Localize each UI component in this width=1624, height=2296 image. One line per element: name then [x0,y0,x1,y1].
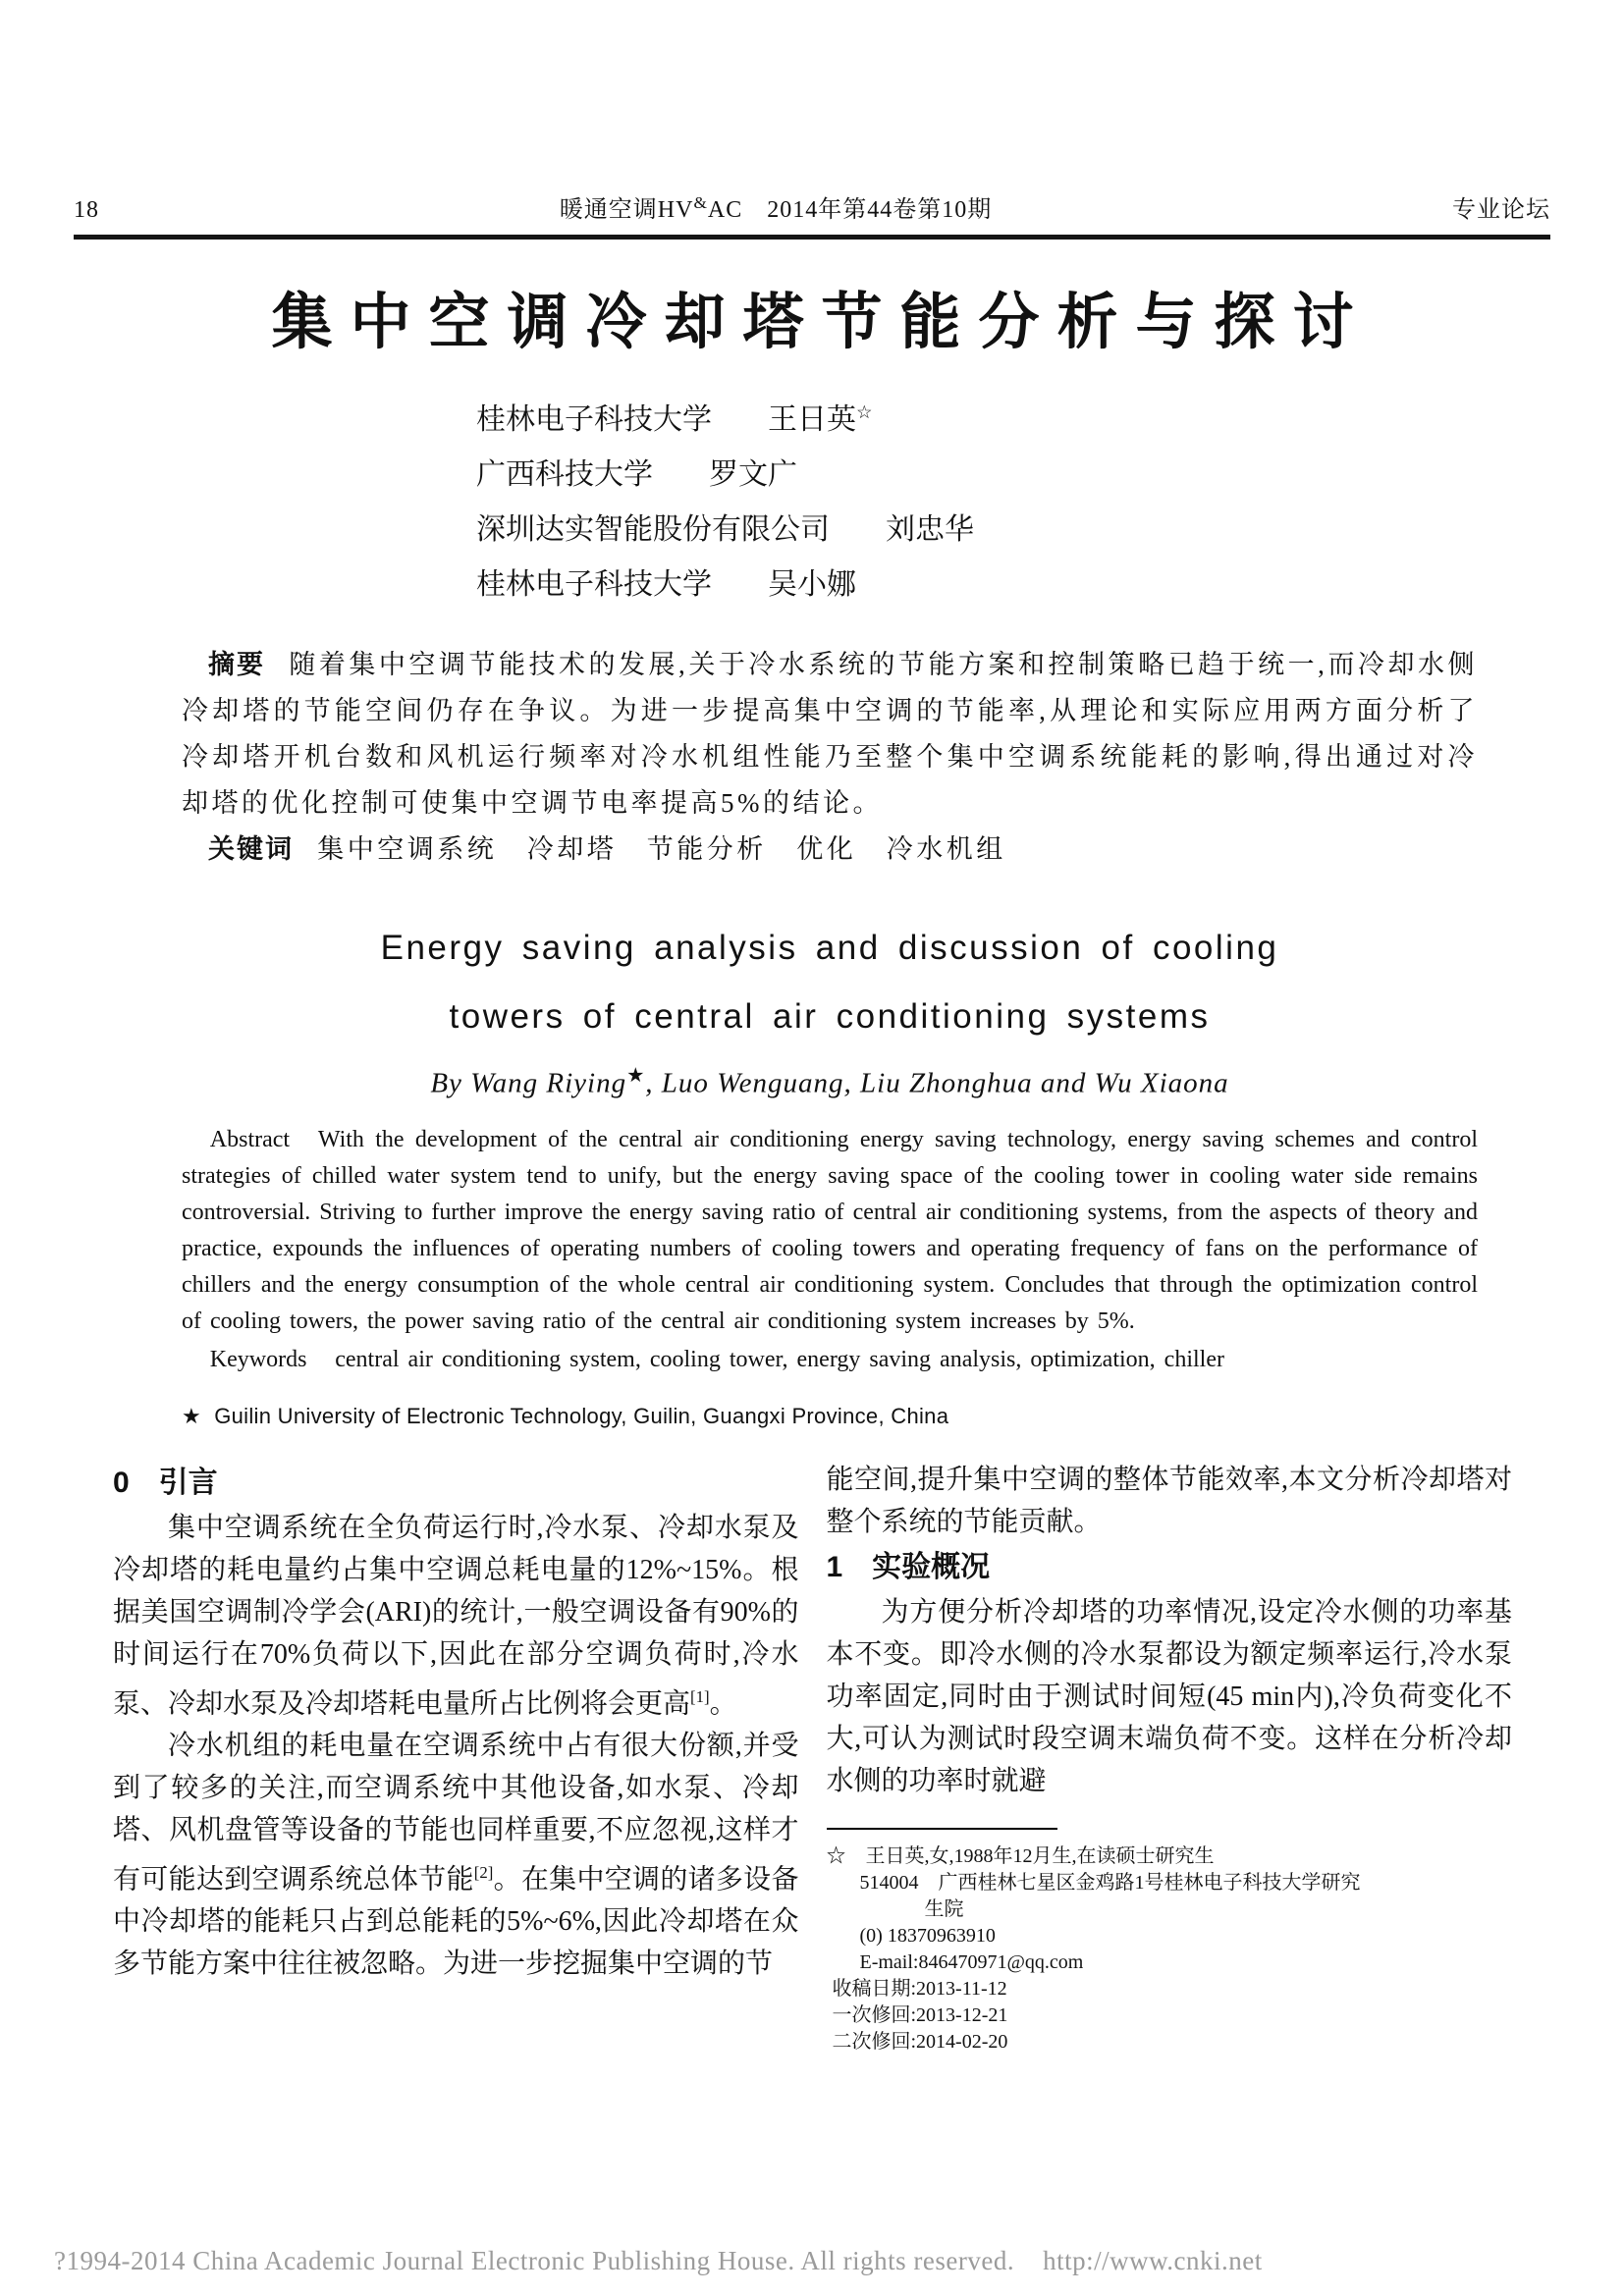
author-affiliation: 桂林电子科技大学 [476,403,712,436]
body-paragraph: 为方便分析冷却塔的功率情况,设定冷水侧的功率基本不变。即冷水侧的冷水泵都设为额定频率运行,冷水泵功率固定,同时由于测试时间短(45 min内),冷负荷变化不大,可认为测试时段空调末端负荷不变。这样在分析冷却水侧的功率时就避 [826,1596,1512,1796]
keywords-zh-label: 关键词 [208,834,294,864]
footnote-line: (0) 18370963910 [859,1924,996,1947]
journal-title-post: AC 2014年第44卷第10期 [707,197,993,223]
byline-star-icon: ★ [626,1065,646,1087]
page-header-area [0,0,1624,240]
article-title-en [182,914,1478,1051]
page-number: 18 [74,197,99,223]
body-paragraph: 集中空调系统在全负荷运行时,冷水泵、冷却水泵及冷却塔的耗电量约占集中空调总耗电量的12%~15%。根据美国空调制冷学会(ARI)的统计,一般空调设备有90%的时间运行在70%负荷以下,因此在部分空调负荷时,冷水泵、冷却水泵及冷却塔耗电量所占比例将会更高[1]。 [113,1512,799,1719]
author-name: 王日英 [768,403,856,436]
section-heading: 0 引言 [113,1466,218,1499]
body-column-left [113,1459,799,2056]
abstract-en-text: With the development of the central air conditioning energy saving technology, energy saving schemes and control strategies of chilled water system tend to unify, but the energy saving space of the cooling tower in cooling water side remains controversial. Striving to further improve the energy saving ratio of central air conditioning systems, from the aspects of theory and practice, expounds the influences of operating numbers of cooling towers and operating frequency of fans on the performance of chillers and the energy consumption of the whole central air conditioning system. Concludes that through the optimization control of cooling towers, the power saving ratio of the central air conditioning system increases by 5%. [182,1126,1478,1334]
keywords-zh-text: 集中空调系统 冷却塔 节能分析 优化 冷水机组 [317,834,1006,864]
title-en-line2: towers of central air conditioning systems [449,997,1211,1036]
header-rule [74,235,1550,240]
footnote-line: 一次修回:2013-12-21 [832,2003,1008,2026]
citation-ref: [1] [690,1686,710,1706]
byline-post: , Luo Wenguang, Liu Zhonghua and Wu Xiaona [645,1067,1229,1099]
column-label: 专业论坛 [1451,197,1550,223]
page-header [74,189,1550,224]
abstract-en [182,1122,1478,1340]
author-row [476,503,1512,558]
article-content [0,273,1624,2056]
author-name: 刘忠华 [886,513,974,546]
footnote-line: 收稿日期:2013-11-12 [832,1977,1007,2000]
keywords-en-text: central air conditioning system, cooling tower, energy saving analysis, optimization, chiller [335,1346,1224,1372]
author-affiliation: 深圳达实智能股份有限公司 [476,513,830,546]
affiliation-star-icon: ★ [182,1403,202,1428]
body-paragraph: 能空间,提升集中空调的整体节能效率,本文分析冷却塔对整个系统的节能贡献。 [826,1464,1512,1537]
keywords-zh [182,827,1478,873]
byline-en [182,1063,1478,1100]
article-title-zh: 集中空调冷却塔节能分析与探讨 [271,290,1372,356]
keywords-en [182,1342,1478,1378]
byline-pre: By Wang Riying [430,1067,627,1099]
affiliation-text: Guilin University of Electronic Technology, Guilin, Guangxi Province, China [214,1403,949,1428]
author-star-icon: ☆ [856,402,873,423]
body-paragraph: 冷水机组的耗电量在空调系统中占有很大份额,并受到了较多的关注,而空调系统中其他设备,如水泵、冷却塔、风机盘管等设备的节能也同样重要,不应忽视,这样才有可能达到空调系统总体节能[2]。在集中空调的诸多设备中冷却塔的能耗只占到总能耗的5%~6%,因此冷却塔在众多节能方案中往往被忽略。为进一步挖掘集中空调的节 [113,1730,799,1980]
footnote-line: 514004 广西桂林七星区金鸡路1号桂林电子科技大学研究 [859,1871,1361,1894]
footnote-line: ☆ 王日英,女,1988年12月生,在读硕士研究生 [826,1844,1215,1867]
author-row [476,448,1512,503]
body-columns [113,1459,1512,2056]
body-column-right [827,1459,1513,2056]
front-matter [182,642,1478,1429]
citation-ref: [2] [473,1862,494,1882]
abstract-zh-label: 摘要 [208,650,266,679]
author-name: 吴小娜 [768,568,856,601]
author-row [476,386,1512,448]
section-heading: 1 实验概况 [826,1550,991,1583]
abstract-zh-text: 随着集中空调节能技术的发展,关于冷水系统的节能方案和控制策略已趋于统一,而冷却水侧冷却塔的节能空间仍存在争议。为进一步提高集中空调的节能率,从理论和实际应用两方面分析了冷却塔开机台数和风机运行频率对冷水机组性能乃至整个集中空调系统能耗的影响,得出通过对冷却塔的优化控制可使集中空调节电率提高5%的结论。 [182,650,1479,818]
author-list [476,386,1512,613]
journal-title-pre: 暖通空调HV [559,197,694,223]
footnote-line: E-mail:846470971@qq.com [859,1950,1084,1973]
ampersand-superscript: & [693,193,708,212]
footnote-line: 二次修回:2014-02-20 [832,2030,1008,2053]
keywords-en-label: Keywords [209,1346,307,1372]
author-affiliation: 桂林电子科技大学 [476,568,712,601]
abstract-zh [182,642,1478,827]
footnote-rule [827,1828,1057,1830]
author-row [476,558,1512,613]
journal-title [560,189,992,224]
author-name: 罗文广 [709,458,797,491]
abstract-en-label: Abstract [209,1126,291,1152]
author-footnote [827,1828,1513,2056]
author-affiliation: 广西科技大学 [476,458,653,491]
footnote-line: 生院 [924,1897,964,1920]
copyright-footer: ?1994-2014 China Academic Journal Electronic Publishing House. All rights reserved. http://www.cnki.net [54,2246,1263,2275]
title-en-line1: Energy saving analysis and discussion of cooling [380,929,1279,967]
affiliation-note [182,1404,1478,1429]
